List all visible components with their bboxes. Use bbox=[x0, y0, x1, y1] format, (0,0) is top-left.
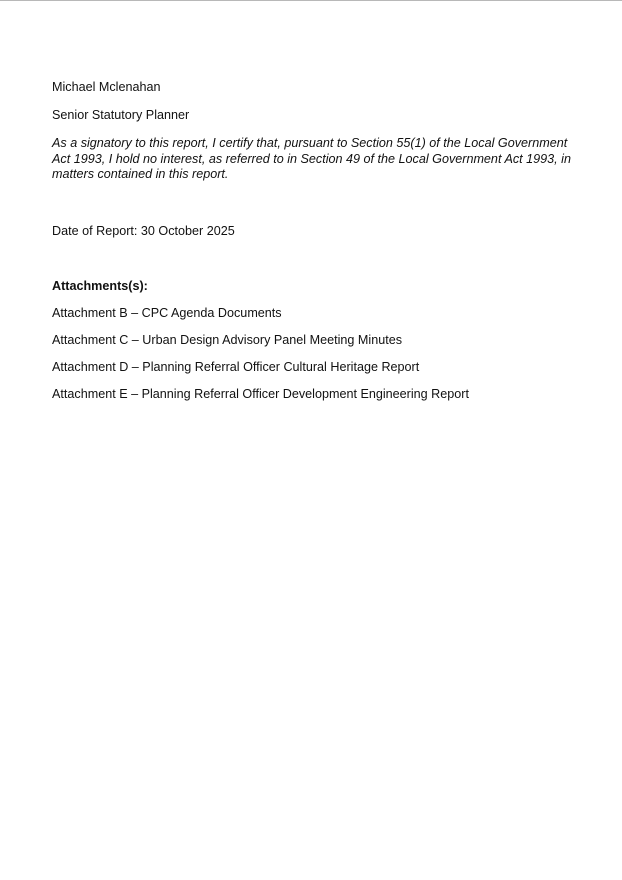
attachments-list bbox=[52, 306, 469, 414]
signatory-name: Michael Mclenahan bbox=[52, 80, 161, 94]
attachment-item: Attachment D – Planning Referral Officer Cultural Heritage Report bbox=[52, 360, 420, 374]
attachments-heading: Attachments(s): bbox=[52, 279, 148, 293]
signatory-position: Senior Statutory Planner bbox=[52, 108, 190, 122]
report-date: Date of Report: 30 October 2025 bbox=[52, 224, 235, 238]
attachment-item: Attachment C – Urban Design Advisory Panel Meeting Minutes bbox=[52, 333, 402, 347]
attachment-item: Attachment E – Planning Referral Officer Development Engineering Report bbox=[52, 387, 469, 401]
attachment-item: Attachment B – CPC Agenda Documents bbox=[52, 306, 282, 320]
declaration-statement: As a signatory to this report, I certify that, pursuant to Section 55(1) of the Local Government Act 1993, I hold no interest, as referred to in Section 49 of the Local Government Act 1993, in matters contained in this report. bbox=[52, 136, 571, 181]
